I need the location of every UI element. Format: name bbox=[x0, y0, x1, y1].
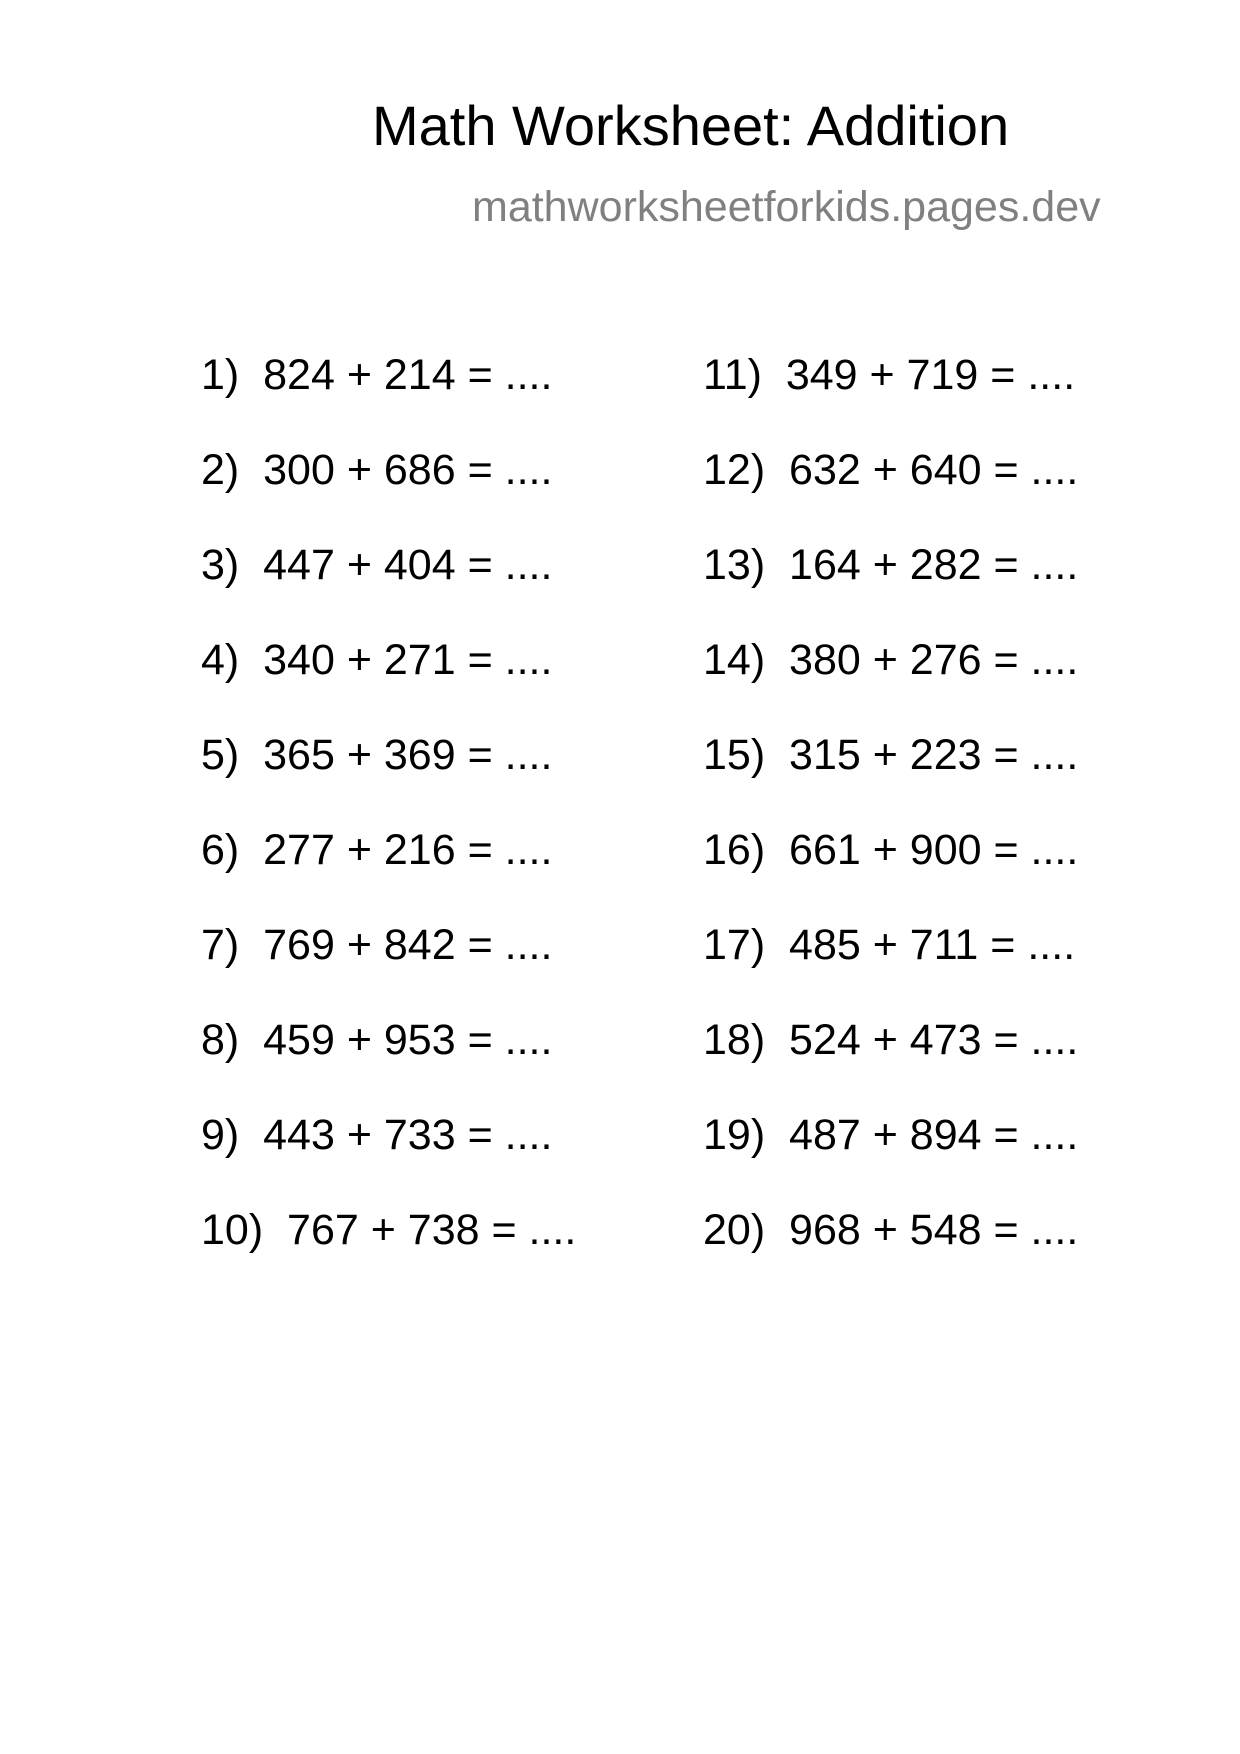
problem-5: 5) 365 + 369 = .... bbox=[201, 731, 553, 779]
problem-17: 17) 485 + 711 = .... bbox=[703, 921, 1076, 969]
problem-20: 20) 968 + 548 = .... bbox=[703, 1206, 1079, 1254]
problem-4: 4) 340 + 271 = .... bbox=[201, 636, 553, 684]
problem-column-right bbox=[703, 351, 1079, 1304]
problem-7: 7) 769 + 842 = .... bbox=[201, 921, 553, 969]
problem-16: 16) 661 + 900 = .... bbox=[703, 826, 1079, 874]
problem-6: 6) 277 + 216 = .... bbox=[201, 826, 553, 874]
problem-11: 11) 349 + 719 = .... bbox=[703, 351, 1076, 399]
worksheet-title: Math Worksheet: Addition bbox=[372, 94, 1010, 157]
problem-column-left bbox=[201, 351, 577, 1304]
problem-13: 13) 164 + 282 = .... bbox=[703, 541, 1079, 589]
problem-3: 3) 447 + 404 = .... bbox=[201, 541, 553, 589]
problem-2: 2) 300 + 686 = .... bbox=[201, 446, 553, 494]
problem-9: 9) 443 + 733 = .... bbox=[201, 1111, 553, 1159]
problem-8: 8) 459 + 953 = .... bbox=[201, 1016, 553, 1064]
worksheet-source: mathworksheetforkids.pages.dev bbox=[472, 183, 1101, 231]
problem-19: 19) 487 + 894 = .... bbox=[703, 1111, 1079, 1159]
problem-1: 1) 824 + 214 = .... bbox=[201, 351, 553, 399]
problem-18: 18) 524 + 473 = .... bbox=[703, 1016, 1079, 1064]
problem-14: 14) 380 + 276 = .... bbox=[703, 636, 1079, 684]
problem-12: 12) 632 + 640 = .... bbox=[703, 446, 1079, 494]
problem-10: 10) 767 + 738 = .... bbox=[201, 1206, 577, 1254]
problem-15: 15) 315 + 223 = .... bbox=[703, 731, 1079, 779]
